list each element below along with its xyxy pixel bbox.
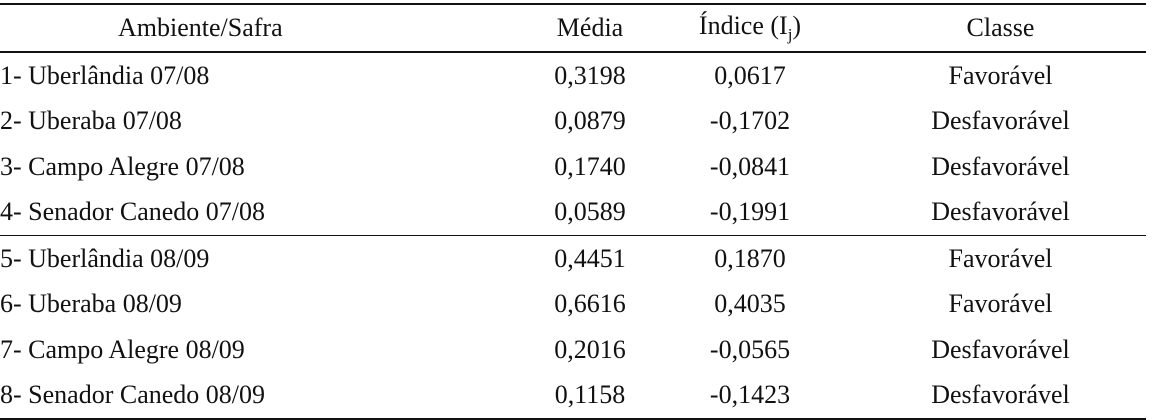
cell-classe: Desfavorável (931, 334, 1070, 364)
header-classe: Classe (966, 13, 1035, 42)
cell-ambiente: 8- Senador Canedo 08/09 (0, 373, 475, 420)
table-row (0, 373, 1146, 420)
cell-classe: Favorável (948, 289, 1053, 319)
table-body-safra-0809 (0, 236, 1146, 420)
cell-ambiente: 4- Senador Canedo 07/08 (0, 197, 266, 227)
cell-media: 0,0879 (554, 106, 626, 136)
table-row (0, 52, 1146, 99)
cell-media: 0,0589 (554, 197, 626, 227)
table-body-safra-0708 (0, 52, 1146, 236)
cell-indice: 0,1870 (665, 236, 835, 282)
table-row (0, 190, 1146, 236)
cell-ambiente: 5- Uberlândia 08/09 (0, 236, 475, 282)
header-indice-prefix: Índice (I (698, 11, 788, 40)
cell-indice: -0,0841 (709, 151, 791, 181)
cell-media: 0,6616 (554, 289, 626, 319)
cell-classe: Desfavorável (835, 373, 1146, 420)
cell-classe: Favorável (835, 236, 1146, 282)
header-media: Média (556, 13, 624, 42)
cell-classe: Desfavorável (931, 197, 1070, 227)
header-indice-suffix: ) (792, 11, 802, 40)
table-header (0, 4, 1146, 52)
cell-classe: Desfavorável (931, 106, 1070, 136)
cell-ambiente: 3- Campo Alegre 07/08 (0, 151, 245, 181)
cell-indice: 0,4035 (714, 289, 786, 319)
cell-ambiente: 1- Uberlândia 07/08 (0, 60, 210, 90)
header-row (0, 4, 1146, 52)
cell-classe: Favorável (948, 60, 1053, 90)
cell-indice: -0,1423 (665, 373, 835, 420)
cell-ambiente: 7- Campo Alegre 08/09 (0, 334, 245, 364)
environment-index-table (0, 3, 1146, 420)
cell-indice: -0,0565 (709, 334, 791, 364)
cell-media: 0,4451 (475, 236, 665, 282)
table-row (0, 99, 1146, 145)
table-row (0, 236, 1146, 282)
cell-media: 0,2016 (554, 334, 626, 364)
header-indice-subscript: j (787, 25, 793, 44)
header-ambiente-safra: Ambiente/Safra (118, 13, 283, 42)
cell-indice: -0,1702 (709, 106, 791, 136)
cell-ambiente: 2- Uberaba 07/08 (0, 106, 182, 136)
cell-classe: Desfavorável (931, 151, 1070, 181)
cell-media: 0,1158 (475, 373, 665, 420)
cell-ambiente: 6- Uberaba 08/09 (0, 289, 182, 319)
table-row (0, 144, 1146, 190)
cell-indice: -0,1991 (709, 197, 791, 227)
cell-indice: 0,0617 (714, 60, 786, 90)
table-row (0, 327, 1146, 373)
header-indice (665, 4, 835, 52)
cell-media: 0,3198 (554, 60, 626, 90)
table-row (0, 282, 1146, 328)
cell-media: 0,1740 (554, 151, 626, 181)
